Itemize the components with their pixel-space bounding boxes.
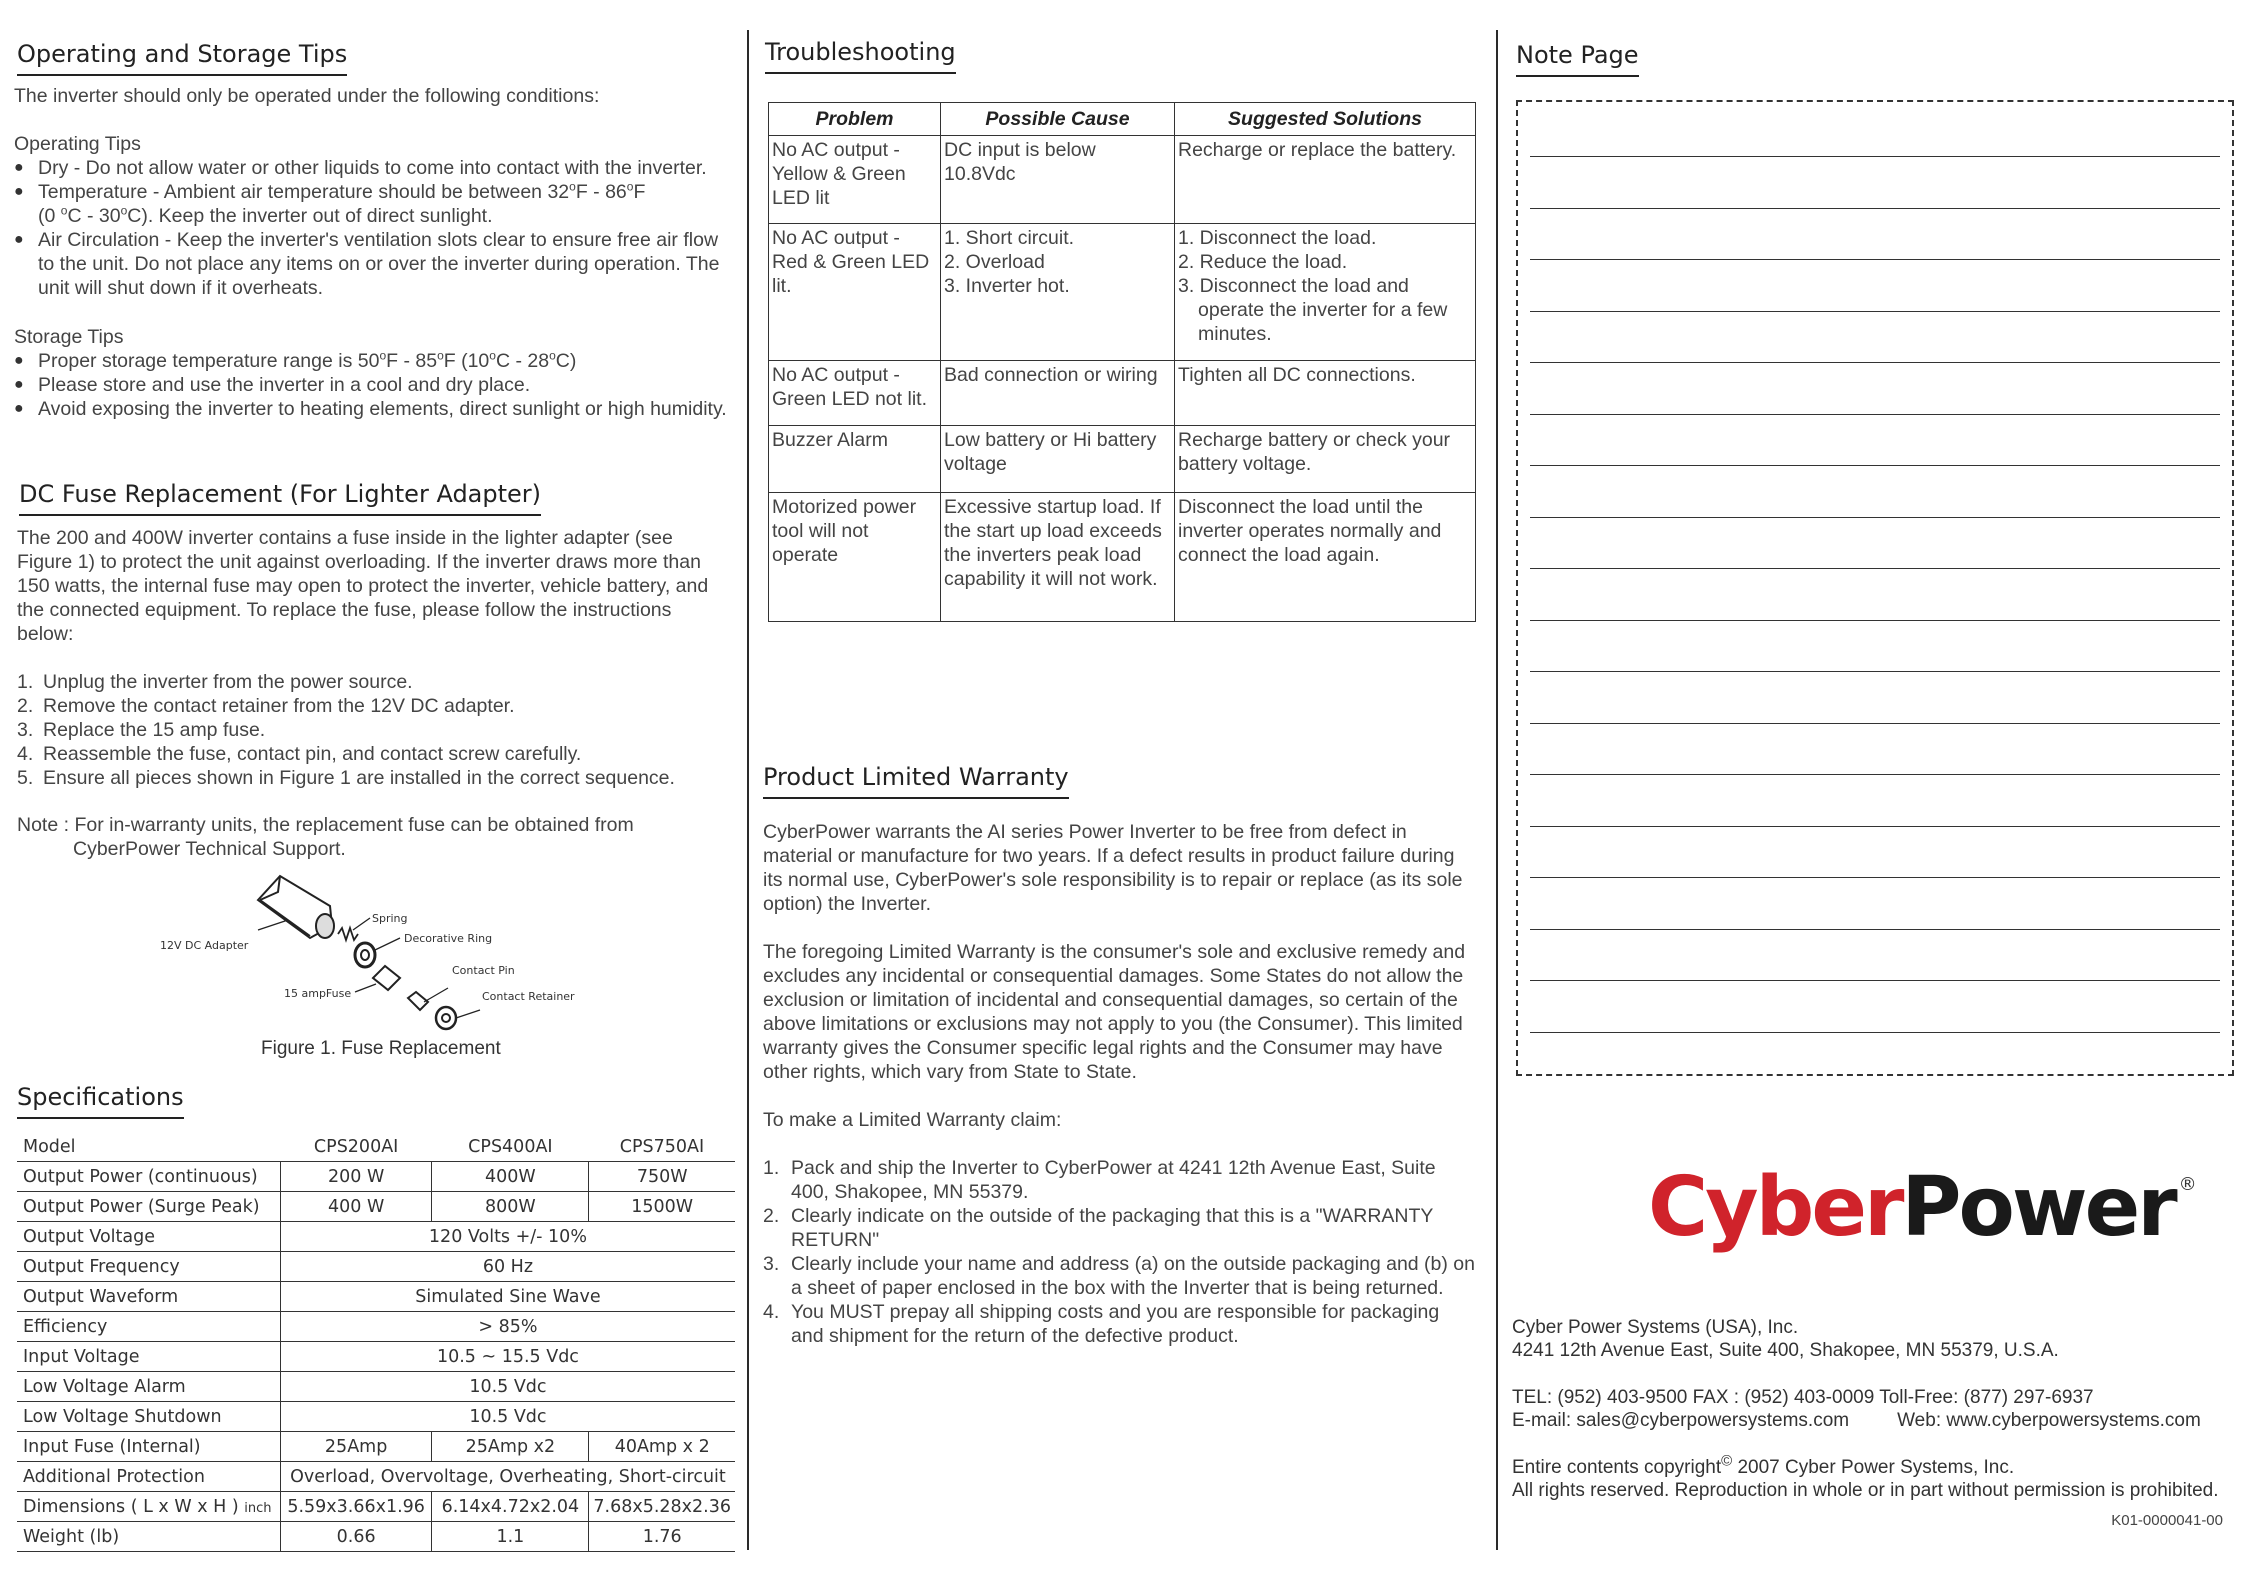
table-row bbox=[17, 1372, 735, 1402]
spec-label bbox=[17, 1492, 280, 1522]
header-cause: Possible Cause bbox=[941, 103, 1175, 136]
section-title-fuse: DC Fuse Replacement (For Lighter Adapter) bbox=[19, 480, 541, 516]
cell-problem: Motorized power tool will not operate bbox=[769, 493, 941, 622]
warranty-body bbox=[763, 820, 1477, 1348]
step-number: 3. bbox=[763, 1253, 780, 1275]
note-line bbox=[1530, 980, 2220, 981]
spec-value: 1500W bbox=[589, 1192, 735, 1222]
spec-unit: inch bbox=[244, 1501, 272, 1516]
note-line bbox=[1530, 259, 2220, 260]
spec-value: 1.76 bbox=[589, 1522, 735, 1552]
spec-value: 10.5 ~ 15.5 Vdc bbox=[280, 1342, 735, 1372]
cyberpower-logo bbox=[1648, 1160, 2197, 1255]
step-number: 3. bbox=[17, 719, 34, 741]
list-item bbox=[763, 1252, 1477, 1300]
spec-value: 800W bbox=[432, 1192, 589, 1222]
spec-value: 1.1 bbox=[432, 1522, 589, 1552]
header-cps200: CPS200AI bbox=[280, 1132, 432, 1162]
list-item bbox=[763, 1300, 1477, 1348]
step-text: Remove the contact retainer from the 12V DC adapter. bbox=[43, 695, 515, 717]
cell-line: Excessive startup load. If the start up load exceeds the inverters peak load capability it will not work. bbox=[944, 496, 1162, 590]
section-title-troubleshooting: Troubleshooting bbox=[765, 38, 956, 74]
fuse-replacement-diagram bbox=[160, 870, 610, 1040]
rights-text: All rights reserved. Reproduction in whole or in part without permission is prohibited. bbox=[1512, 1480, 2219, 1501]
document-code: K01-0000041-00 bbox=[2111, 1512, 2223, 1529]
spec-label-text: Low Voltage Alarm bbox=[23, 1377, 186, 1397]
cell-line: 3. Disconnect the load and operate the inverter for a few minutes. bbox=[1178, 275, 1448, 345]
table-row bbox=[769, 426, 1476, 493]
spec-label bbox=[17, 1372, 280, 1402]
step-text: Reassemble the fuse, contact pin, and contact screw carefully. bbox=[43, 743, 582, 765]
spec-label bbox=[17, 1312, 280, 1342]
list-item bbox=[17, 670, 733, 694]
cell-problem: No AC output - Yellow & Green LED lit bbox=[769, 136, 941, 224]
step-text: Replace the 15 amp fuse. bbox=[43, 719, 266, 741]
list-item bbox=[763, 1204, 1477, 1252]
list-item: ● Proper storage temperature range is 50$^o$F - 85$^o$F (10$^o$C - 28$^o$C) bbox=[14, 349, 734, 373]
cell-line: Recharge or replace the battery. bbox=[1178, 139, 1457, 161]
note-line bbox=[1530, 620, 2220, 621]
table-row bbox=[17, 1162, 735, 1192]
operating-tips-list bbox=[14, 156, 734, 300]
cell-solution bbox=[1175, 136, 1476, 224]
label-retainer: Contact Retainer bbox=[482, 990, 575, 1003]
fuse-note-label: Note : bbox=[17, 814, 75, 836]
column-divider bbox=[1496, 30, 1498, 1550]
list-item bbox=[17, 742, 733, 766]
list-item: ● Dry - Do not allow water or other liquids to come into contact with the inverter. bbox=[14, 156, 734, 180]
table-row bbox=[17, 1522, 735, 1552]
step-text: Unplug the inverter from the power source. bbox=[43, 671, 413, 693]
step-number: 2. bbox=[763, 1205, 780, 1227]
copyright-text: Entire contents copyright bbox=[1512, 1457, 1722, 1478]
table-row bbox=[17, 1312, 735, 1342]
operating-tips bbox=[14, 132, 734, 300]
note-line bbox=[1530, 774, 2220, 775]
note-line bbox=[1530, 517, 2220, 518]
table-header-row bbox=[17, 1132, 735, 1162]
fuse-note-text: For in-warranty units, the replacement fuse can be obtained from bbox=[74, 814, 634, 836]
step-text: You MUST prepay all shipping costs and you are responsible for packaging and shipment for the return of the defective product. bbox=[791, 1301, 1440, 1347]
spec-value: 25Amp x2 bbox=[432, 1432, 589, 1462]
spec-label-text: Dimensions ( L x W x H ) bbox=[23, 1497, 239, 1517]
note-line bbox=[1530, 1032, 2220, 1033]
spec-value: 7.68x5.28x2.36 bbox=[589, 1492, 735, 1522]
spec-label bbox=[17, 1462, 280, 1492]
spec-label bbox=[17, 1342, 280, 1372]
spec-label-text: Output Power (Surge Peak) bbox=[23, 1197, 260, 1217]
specifications-table bbox=[17, 1132, 735, 1552]
storage-tips bbox=[14, 325, 734, 421]
fuse-body: The 200 and 400W inverter contains a fuse inside in the lighter adapter (see Figure 1) to protect the unit against overloading. If the inverter draws more than 150 watts, the internal fuse may open to protect the inverter, vehicle battery, and the connected equipment. To replace the fuse, please follow the instructions below: bbox=[17, 527, 709, 645]
troubleshooting-table bbox=[768, 102, 1476, 622]
cell-solution bbox=[1175, 224, 1476, 361]
note-area bbox=[1516, 100, 2234, 1076]
spec-label-text: Weight (lb) bbox=[23, 1527, 120, 1547]
spec-label-text: Input Voltage bbox=[23, 1347, 140, 1367]
step-text: Clearly indicate on the outside of the packaging that this is a "WARRANTY RETURN" bbox=[791, 1205, 1434, 1251]
spec-label bbox=[17, 1522, 280, 1552]
company-name: Cyber Power Systems (USA), Inc. bbox=[1512, 1317, 1799, 1338]
table-row bbox=[17, 1462, 735, 1492]
cell-line: 1. Short circuit. bbox=[944, 227, 1075, 249]
spec-label bbox=[17, 1192, 280, 1222]
spec-value: 40Amp x 2 bbox=[589, 1432, 735, 1462]
list-item bbox=[763, 1156, 1477, 1204]
spec-label bbox=[17, 1402, 280, 1432]
spec-label bbox=[17, 1432, 280, 1462]
step-number: 1. bbox=[763, 1157, 780, 1179]
header-cps750: CPS750AI bbox=[589, 1132, 735, 1162]
warranty-paragraph-1: CyberPower warrants the AI series Power Inverter to be free from defect in material or manufacture for two years. If a defect results in product failure during its normal use, CyberPower's sole responsibility is to repair or replace (as its sole option) the Inverter. bbox=[763, 821, 1463, 915]
step-text: Ensure all pieces shown in Figure 1 are installed in the correct sequence. bbox=[43, 767, 675, 789]
cell-cause bbox=[941, 361, 1175, 426]
cell-line: Bad connection or wiring bbox=[944, 364, 1158, 386]
storage-tips-list bbox=[14, 349, 734, 421]
warranty-steps-list bbox=[763, 1156, 1477, 1348]
note-line bbox=[1530, 929, 2220, 930]
header-problem: Problem bbox=[769, 103, 941, 136]
table-row bbox=[769, 361, 1476, 426]
email-address: E-mail: sales@cyberpowersystems.com bbox=[1512, 1410, 1850, 1431]
cell-line: 2. Reduce the load. bbox=[1178, 251, 1348, 273]
cell-solution bbox=[1175, 426, 1476, 493]
note-line bbox=[1530, 311, 2220, 312]
cell-solution bbox=[1175, 361, 1476, 426]
logo-cyber: Cyber bbox=[1648, 1160, 1902, 1255]
section-title-notes: Note Page bbox=[1516, 41, 1639, 77]
cell-solution bbox=[1175, 493, 1476, 622]
label-adapter: 12V DC Adapter bbox=[160, 939, 249, 952]
note-line bbox=[1530, 568, 2220, 569]
step-number: 4. bbox=[17, 743, 34, 765]
copyright-symbol: © bbox=[1721, 1452, 1733, 1470]
table-row bbox=[769, 224, 1476, 361]
note-line bbox=[1530, 826, 2220, 827]
spec-label-text: Output Power (continuous) bbox=[23, 1167, 258, 1187]
table-row bbox=[17, 1282, 735, 1312]
storage-tips-heading: Storage Tips bbox=[14, 326, 124, 348]
spec-label-text: Additional Protection bbox=[23, 1467, 205, 1487]
label-fuse: 15 ampFuse bbox=[284, 987, 352, 1000]
section-title-operating: Operating and Storage Tips bbox=[17, 40, 347, 76]
fuse-steps-list bbox=[17, 670, 733, 790]
list-item: ● Avoid exposing the inverter to heating elements, direct sunlight or high humidity. bbox=[14, 397, 734, 421]
cell-line: 2. Overload bbox=[944, 251, 1045, 273]
spec-value: 10.5 Vdc bbox=[280, 1402, 735, 1432]
cell-problem: No AC output - Red & Green LED lit. bbox=[769, 224, 941, 361]
spec-value: 750W bbox=[589, 1162, 735, 1192]
list-item bbox=[17, 694, 733, 718]
operating-tips-heading: Operating Tips bbox=[14, 133, 141, 155]
spec-value: 0.66 bbox=[280, 1522, 432, 1552]
contact-info: Cyber Power Systems (USA), Inc. 4241 12th Avenue East, Suite 400, Shakopee, MN 55379, U.S.A. TEL: (952) 403-9500 FAX : (952) 403-0009 Toll-Free: (877) 297-6937 E-mail: sales@cyberpowersystems.com Web: www.cyberpowersystems.com Entire contents copyright© 2007 Cyber Power Systems, Inc. All rights reserved. Reproduction in whole or in part without permission is prohibited. bbox=[1512, 1316, 2232, 1502]
list-item bbox=[17, 766, 733, 790]
note-line bbox=[1530, 723, 2220, 724]
list-item bbox=[17, 718, 733, 742]
section-title-warranty: Product Limited Warranty bbox=[763, 763, 1069, 799]
note-line bbox=[1530, 156, 2220, 157]
spec-value: 60 Hz bbox=[280, 1252, 735, 1282]
step-text: Clearly include your name and address (a) on the outside packaging and (b) on a sheet of paper enclosed in the box with the Inverter that is being returned. bbox=[791, 1253, 1475, 1299]
header-cps400: CPS400AI bbox=[432, 1132, 589, 1162]
spec-value: Overload, Overvoltage, Overheating, Short-circuit bbox=[280, 1462, 735, 1492]
cell-line: DC input is below 10.8Vdc bbox=[944, 139, 1096, 185]
spec-label-text: Efficiency bbox=[23, 1317, 108, 1337]
table-row bbox=[17, 1432, 735, 1462]
cell-line: Recharge battery or check your battery voltage. bbox=[1178, 429, 1451, 475]
registered-mark: ® bbox=[2178, 1174, 2197, 1195]
cell-cause bbox=[941, 426, 1175, 493]
warranty-paragraph-3: To make a Limited Warranty claim: bbox=[763, 1109, 1062, 1131]
spec-value: 25Amp bbox=[280, 1432, 432, 1462]
spec-value: 400W bbox=[432, 1162, 589, 1192]
label-pin: Contact Pin bbox=[452, 964, 515, 977]
fuse-note-text-2: CyberPower Technical Support. bbox=[73, 838, 346, 860]
website-address: Web: www.cyberpowersystems.com bbox=[1897, 1410, 2201, 1431]
list-item: ● Temperature - Ambient air temperature should be between 32$^o$F - 86$^o$F (0 $^o$C - 30$^o$C). Keep the inverter out of direct sunlight. bbox=[14, 180, 734, 228]
spec-value: 5.59x3.66x1.96 bbox=[280, 1492, 432, 1522]
label-spring: Spring bbox=[372, 912, 408, 925]
cell-line: Disconnect the load until the inverter operates normally and connect the load again. bbox=[1178, 496, 1442, 566]
fuse-steps bbox=[17, 670, 733, 790]
cell-cause bbox=[941, 493, 1175, 622]
step-number: 5. bbox=[17, 767, 34, 789]
spec-label bbox=[17, 1252, 280, 1282]
spec-label-text: Output Voltage bbox=[23, 1227, 155, 1247]
cell-line: 3. Inverter hot. bbox=[944, 275, 1070, 297]
step-number: 2. bbox=[17, 695, 34, 717]
table-header-row bbox=[769, 103, 1476, 136]
label-ring: Decorative Ring bbox=[404, 932, 493, 945]
list-item: ● Air Circulation - Keep the inverter's ventilation slots clear to ensure free air flow to the unit. Do not place any items on or over the inverter during operation. The unit will shut down if it overheats. bbox=[14, 228, 734, 300]
cell-line: Low battery or Hi battery voltage bbox=[944, 429, 1157, 475]
cell-line: 1. Disconnect the load. bbox=[1178, 227, 1377, 249]
spec-value: 6.14x4.72x2.04 bbox=[432, 1492, 589, 1522]
table-row bbox=[17, 1492, 735, 1522]
note-line bbox=[1530, 208, 2220, 209]
spec-value: 10.5 Vdc bbox=[280, 1372, 735, 1402]
cell-problem: No AC output - Green LED not lit. bbox=[769, 361, 941, 426]
step-number: 4. bbox=[763, 1301, 780, 1323]
list-item: ● Please store and use the inverter in a cool and dry place. bbox=[14, 373, 734, 397]
company-address: 4241 12th Avenue East, Suite 400, Shakopee, MN 55379, U.S.A. bbox=[1512, 1340, 2059, 1361]
spec-label bbox=[17, 1162, 280, 1192]
warranty-paragraph-2: The foregoing Limited Warranty is the consumer's sole and exclusive remedy and excludes any incidental or consequential damages. Some States do not allow the exclusion or limitation of incidental and consequential damages, so certain of the above limitations or exclusions may not apply to you (the Consumer). This limited warranty gives the Consumer specific legal rights and the Consumer may have other rights, which vary from State to State. bbox=[763, 941, 1466, 1083]
phone-numbers: TEL: (952) 403-9500 FAX : (952) 403-0009 Toll-Free: (877) 297-6937 bbox=[1512, 1387, 2094, 1408]
header-solutions: Suggested Solutions bbox=[1175, 103, 1476, 136]
table-row bbox=[769, 493, 1476, 622]
table-row bbox=[17, 1402, 735, 1432]
note-line bbox=[1530, 362, 2220, 363]
spec-label bbox=[17, 1222, 280, 1252]
cell-cause bbox=[941, 224, 1175, 361]
column-divider bbox=[747, 30, 749, 1550]
note-line bbox=[1530, 414, 2220, 415]
spec-label bbox=[17, 1282, 280, 1312]
table-row bbox=[17, 1192, 735, 1222]
spec-value: > 85% bbox=[280, 1312, 735, 1342]
step-number: 1. bbox=[17, 671, 34, 693]
note-line bbox=[1530, 671, 2220, 672]
logo-power: Power bbox=[1901, 1160, 2175, 1255]
table-row bbox=[17, 1252, 735, 1282]
spec-label-text: Low Voltage Shutdown bbox=[23, 1407, 222, 1427]
spec-value: Simulated Sine Wave bbox=[280, 1282, 735, 1312]
operating-intro: The inverter should only be operated under the following conditions: bbox=[14, 85, 600, 107]
header-model: Model bbox=[17, 1132, 280, 1162]
spec-label-text: Output Waveform bbox=[23, 1287, 179, 1307]
table-row bbox=[17, 1222, 735, 1252]
spec-value: 400 W bbox=[280, 1192, 432, 1222]
table-row bbox=[17, 1342, 735, 1372]
spec-label-text: Input Fuse (Internal) bbox=[23, 1437, 201, 1457]
note-line bbox=[1530, 465, 2220, 466]
step-text: Pack and ship the Inverter to CyberPower at 4241 12th Avenue East, Suite 400, Shakopee, MN 55379. bbox=[791, 1157, 1436, 1203]
note-line bbox=[1530, 877, 2220, 878]
spec-label-text: Output Frequency bbox=[23, 1257, 180, 1277]
spec-value: 200 W bbox=[280, 1162, 432, 1192]
cell-cause bbox=[941, 136, 1175, 224]
table-row bbox=[769, 136, 1476, 224]
fuse-note bbox=[17, 813, 733, 861]
cell-problem: Buzzer Alarm bbox=[769, 426, 941, 493]
cell-line: Tighten all DC connections. bbox=[1178, 364, 1416, 386]
section-title-specs: Specifications bbox=[17, 1083, 184, 1119]
spec-value: 120 Volts +/- 10% bbox=[280, 1222, 735, 1252]
figure-caption: Figure 1. Fuse Replacement bbox=[261, 1038, 501, 1059]
